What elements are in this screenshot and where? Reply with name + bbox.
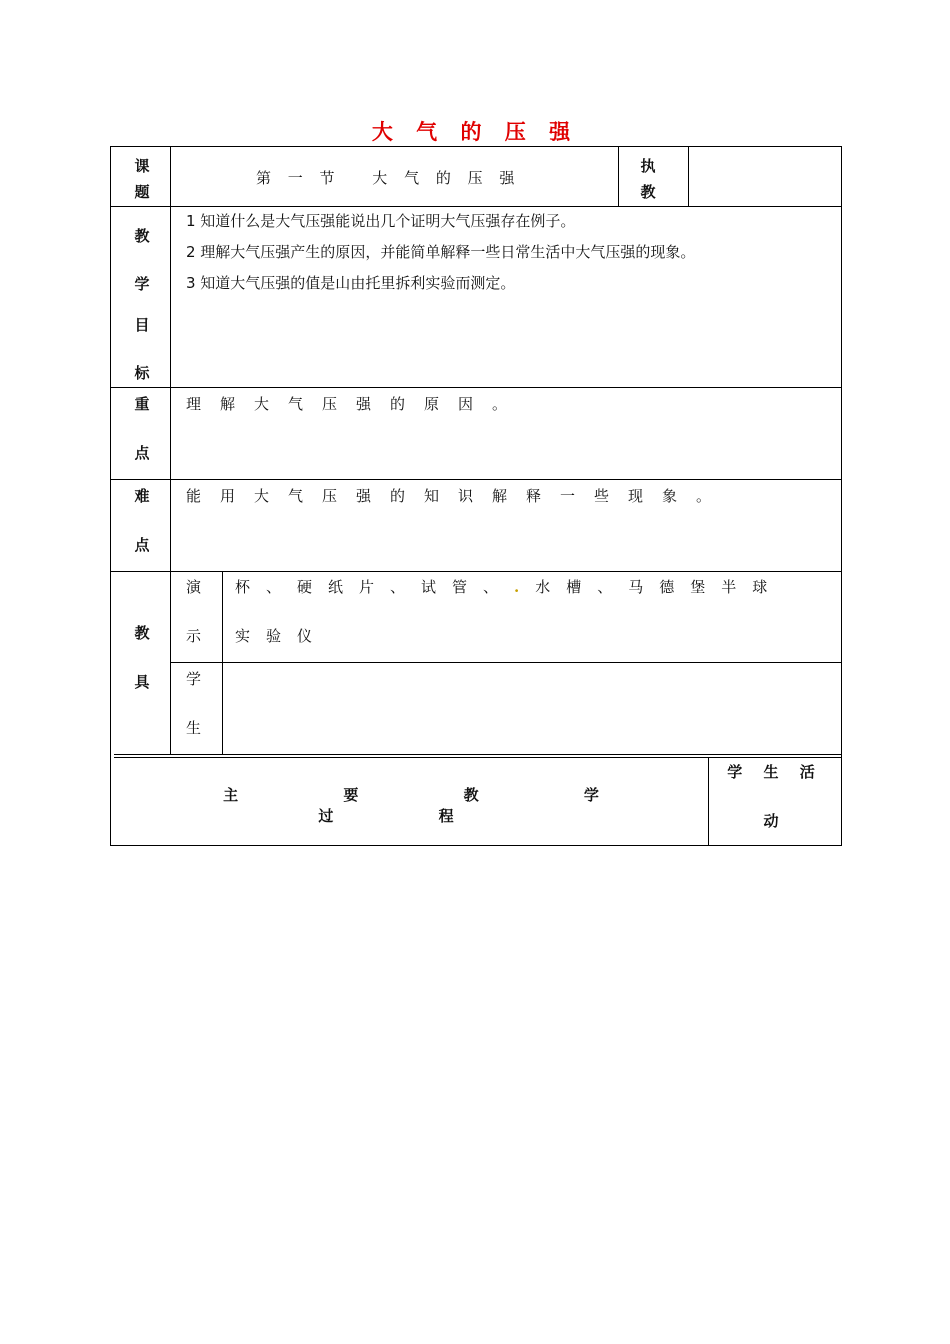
difficulties-text: 能用大气压强的知识解释一些现象。 xyxy=(186,487,731,505)
page-title: 大 气 的 压 强 xyxy=(371,120,579,144)
objective-item: 1 知道什么是大气压强能说出几个证明大气压强存在例子。 xyxy=(186,212,576,230)
row-divider xyxy=(170,662,842,663)
main-process-label: 主 要 教 学 过 程 xyxy=(223,786,649,825)
teacher-label: 执 教 xyxy=(640,157,656,201)
demo-label: 演 示 xyxy=(186,578,202,645)
demo-dot: . xyxy=(514,578,536,596)
objectives-label: 教 学 目 标 xyxy=(134,227,150,382)
row-divider xyxy=(110,206,842,207)
key-points-text: 理解大气压强的原因。 xyxy=(186,395,527,413)
student-activity-label: 学 生 活 动 xyxy=(727,763,823,830)
col-divider xyxy=(222,571,223,754)
objective-item: 2 理解大气压强产生的原因，并能简单解释一些日常生活中大气压强的现象。 xyxy=(186,243,696,261)
difficulties-label: 难 点 xyxy=(134,487,150,554)
objective-item: 3 知道大气压强的值是山由托里拆利实验而测定。 xyxy=(186,274,516,292)
student-label: 学 生 xyxy=(186,670,202,737)
demo-tools-line1: 杯、硬纸片、试管、.水槽、马德堡半球 xyxy=(235,578,784,596)
row-divider xyxy=(114,757,842,758)
row-divider xyxy=(110,571,842,572)
row-divider xyxy=(114,754,842,755)
topic-value: 第 一 节 大 气 的 压 强 xyxy=(256,169,521,187)
tools-label: 教 具 xyxy=(134,624,150,691)
topic-label: 课 题 xyxy=(134,157,150,201)
row-divider xyxy=(110,387,842,388)
row-divider xyxy=(110,479,842,480)
col-divider xyxy=(688,146,689,206)
key-points-label: 重 点 xyxy=(134,395,150,462)
demo-tools-line2: 实验仪 xyxy=(235,627,329,645)
